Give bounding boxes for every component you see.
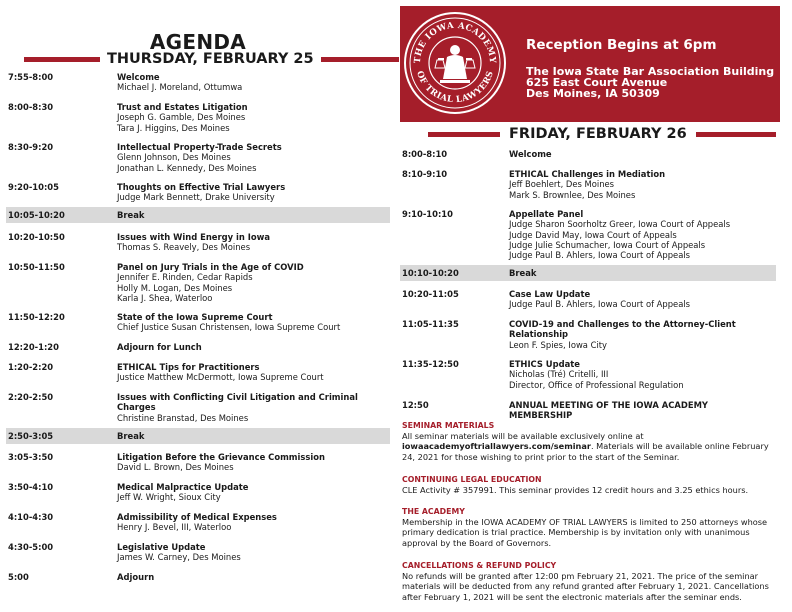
speaker-line: Jennifer E. Rinden, Cedar Rapids — [117, 272, 253, 283]
speaker-line: Judge Mark Bennett, Drake University — [117, 192, 275, 203]
speaker-line: Michael J. Moreland, Ottumwa — [117, 82, 243, 93]
session-info — [509, 289, 774, 310]
session-info — [117, 392, 385, 423]
academy-note — [402, 507, 774, 548]
session-time: 3:50-4:10 — [8, 482, 54, 492]
session-title: Adjourn for Lunch — [117, 342, 202, 352]
session-time: 10:20-10:50 — [8, 232, 65, 242]
speaker-line: James W. Carney, Des Moines — [117, 552, 241, 563]
seal-bottom-text: OF TRIAL LAWYERS — [414, 69, 496, 106]
speaker-line: Karla J. Shea, Waterloo — [117, 292, 213, 303]
session-title: Trust and Estates Litigation — [117, 102, 248, 112]
refund-text: No refunds will be granted after 12:00 pm February 21, 2021. The price of the seminar materials will be deducted from any refund granted after February 1, 2021. Cancellations after February 1, 2021 will be sent the electronic materials after the seminar ends. — [402, 571, 769, 602]
session-title: Break — [117, 210, 145, 220]
session-time: 8:00-8:30 — [8, 102, 54, 112]
reception-venue: The Iowa State Bar Association Building — [526, 65, 775, 78]
seal-top-text: THE IOWA ACADEMY — [412, 20, 498, 64]
friday-header — [428, 126, 776, 142]
session-title: Admissibility of Medical Expenses — [117, 512, 277, 522]
break-row — [6, 207, 390, 223]
academy-text: Membership in the IOWA ACADEMY OF TRIAL LAWYERS is limited to 250 attorneys whose primary dedication is trial practice. Membership is by invitation only with unanimous approval by the Board of Governors. — [402, 517, 768, 548]
speaker-line: Jeff Boehlert, Des Moines — [509, 179, 615, 190]
session-time: 2:20-2:50 — [8, 392, 54, 402]
materials-heading: SEMINAR MATERIALS — [402, 421, 495, 430]
session-time: 5:00 — [8, 572, 29, 582]
speaker-line: Mark S. Brownlee, Des Moines — [509, 189, 636, 200]
speaker-line: Director, Office of Professional Regulation — [509, 379, 684, 390]
session-time: 10:10-10:20 — [402, 268, 459, 278]
cle-text: CLE Activity # 357991. This seminar provides 12 credit hours and 3.25 ethics hours. — [402, 485, 749, 496]
session-info — [117, 142, 385, 173]
session-time: 12:20-1:20 — [8, 342, 59, 352]
friday-label: FRIDAY, FEBRUARY 26 — [509, 126, 687, 142]
session-time: 11:50-12:20 — [8, 312, 65, 322]
materials-text: All seminar materials will be available exclusively online at iowaacademyoftriallawyers.com/seminar. Materials will be available online February 24, 2021 for those wishing to print prior to the start of the Seminar. — [402, 431, 769, 462]
cle-heading: CONTINUING LEGAL EDUCATION — [402, 475, 542, 484]
session-title: Adjourn — [117, 572, 155, 582]
session-time: 4:10-4:30 — [8, 512, 54, 522]
session-info — [509, 400, 774, 421]
speaker-line: Judge David May, Iowa Court of Appeals — [509, 229, 677, 240]
session-title: Welcome — [117, 72, 160, 82]
session-time: 9:20-10:05 — [8, 182, 59, 192]
session-title: Break — [117, 431, 145, 441]
refund-heading: CANCELLATIONS & REFUND POLICY — [402, 561, 557, 570]
session-time: 3:05-3:50 — [8, 452, 54, 462]
seminar-materials-note — [402, 421, 774, 462]
session-time: 11:35-12:50 — [402, 359, 459, 369]
speaker-line: Jeff W. Wright, Sioux City — [117, 492, 221, 503]
session-title: Appellate Panel — [509, 209, 584, 219]
speaker-line: Chief Justice Susan Christensen, Iowa Supreme Court — [117, 322, 341, 333]
reception-street: 625 East Court Avenue — [526, 76, 668, 89]
session-time: 10:50-11:50 — [8, 262, 65, 272]
speaker-line: Glenn Johnson, Des Moines — [117, 152, 231, 163]
session-title: State of the Iowa Supreme Court — [117, 312, 273, 322]
speaker-line: Henry J. Bevel, III, Waterloo — [117, 522, 232, 533]
session-info — [117, 182, 385, 203]
agenda-title: AGENDA — [149, 30, 247, 54]
session-title: Intellectual Property-Trade Secrets — [117, 142, 282, 152]
session-info — [509, 149, 774, 159]
header-bar-left — [24, 57, 100, 62]
session-time: 12:50 — [402, 400, 429, 410]
thursday-header — [24, 51, 399, 67]
session-info — [117, 342, 385, 352]
academy-seal-icon — [402, 10, 508, 116]
session-time: 4:30-5:00 — [8, 542, 54, 552]
session-info — [117, 431, 385, 441]
session-title: Break — [509, 268, 537, 278]
speaker-line: Thomas S. Reavely, Des Moines — [117, 242, 251, 253]
speaker-line: Tara J. Higgins, Des Moines — [117, 122, 230, 133]
speaker-line: David L. Brown, Des Moines — [117, 462, 234, 473]
materials-link[interactable]: iowaacademyoftriallawyers.com/seminar — [402, 441, 591, 452]
session-title: Litigation Before the Grievance Commission — [117, 452, 325, 462]
session-info — [117, 312, 385, 333]
reception-heading: Reception Begins at 6pm — [526, 37, 717, 53]
session-time: 8:10-9:10 — [402, 169, 448, 179]
session-info — [509, 319, 774, 350]
session-title: Medical Malpractice Update — [117, 482, 249, 492]
session-title: Legislative Update — [117, 542, 206, 552]
session-time: 8:00-8:10 — [402, 149, 448, 159]
speaker-line: Judge Paul B. Ahlers, Iowa Court of Appeals — [509, 250, 691, 261]
session-info — [117, 572, 385, 582]
speaker-line: Leon F. Spies, Iowa City — [509, 339, 608, 350]
session-time: 11:05-11:35 — [402, 319, 459, 329]
session-info — [117, 102, 385, 133]
session-time: 1:20-2:20 — [8, 362, 54, 372]
session-info — [509, 169, 774, 200]
speaker-line: Nicholas (Tré) Critelli, III — [509, 369, 609, 380]
session-title: ANNUAL MEETING OF THE IOWA ACADEMY MEMBERSHIP — [509, 400, 708, 421]
speaker-line: Judge Julie Schumacher, Iowa Court of Appeals — [509, 239, 706, 250]
session-info — [117, 542, 385, 563]
friday-column — [400, 0, 780, 612]
session-title: COVID-19 and Challenges to the Attorney-Client Relationship — [509, 319, 736, 340]
session-time: 8:30-9:20 — [8, 142, 54, 152]
session-title: Issues with Conflicting Civil Litigation and Criminal Charges — [117, 392, 358, 413]
session-time: 10:20-11:05 — [402, 289, 459, 299]
speaker-line: Holly M. Logan, Des Moines — [117, 282, 233, 293]
session-info — [117, 232, 385, 253]
session-title: Welcome — [509, 149, 552, 159]
session-info — [509, 268, 774, 278]
speaker-line: Jonathan L. Kennedy, Des Moines — [117, 162, 257, 173]
speaker-line: Joseph G. Gamble, Des Moines — [117, 112, 246, 123]
session-title: ETHICAL Challenges in Mediation — [509, 169, 666, 179]
session-time: 9:10-10:10 — [402, 209, 453, 219]
header-bar-right — [321, 57, 399, 62]
break-row — [400, 265, 776, 281]
session-info — [117, 512, 385, 533]
session-title: Thoughts on Effective Trial Lawyers — [117, 182, 286, 192]
session-info — [117, 262, 385, 303]
session-info — [117, 210, 385, 220]
thursday-agenda — [6, 0, 390, 612]
reception-banner — [400, 6, 780, 122]
header-bar-right — [696, 132, 776, 137]
session-title: ETHICS Update — [509, 359, 580, 369]
session-title: ETHICAL Tips for Practitioners — [117, 362, 260, 372]
reception-city: Des Moines, IA 50309 — [526, 87, 660, 100]
academy-heading: THE ACADEMY — [402, 507, 465, 516]
header-bar-left — [428, 132, 500, 137]
speaker-line: Judge Sharon Soorholtz Greer, Iowa Court of Appeals — [509, 219, 731, 230]
session-info — [509, 359, 774, 390]
session-info — [117, 482, 385, 503]
speaker-line: Judge Paul B. Ahlers, Iowa Court of Appeals — [509, 299, 691, 310]
session-info — [509, 209, 774, 260]
break-row — [6, 428, 390, 444]
session-title: Case Law Update — [509, 289, 591, 299]
session-title: Issues with Wind Energy in Iowa — [117, 232, 270, 242]
session-time: 2:50-3:05 — [8, 431, 54, 441]
refund-note — [402, 561, 774, 602]
session-time: 10:05-10:20 — [8, 210, 65, 220]
session-info — [117, 362, 385, 383]
speaker-line: Christine Branstad, Des Moines — [117, 412, 249, 423]
speaker-line: Justice Matthew McDermott, Iowa Supreme Court — [117, 372, 324, 383]
session-title: Panel on Jury Trials in the Age of COVID — [117, 262, 304, 272]
session-time: 7:55-8:00 — [8, 72, 54, 82]
session-info — [117, 452, 385, 473]
cle-note — [402, 475, 774, 495]
thursday-label: THURSDAY, FEBRUARY 25 — [107, 51, 314, 67]
session-info — [117, 72, 385, 93]
